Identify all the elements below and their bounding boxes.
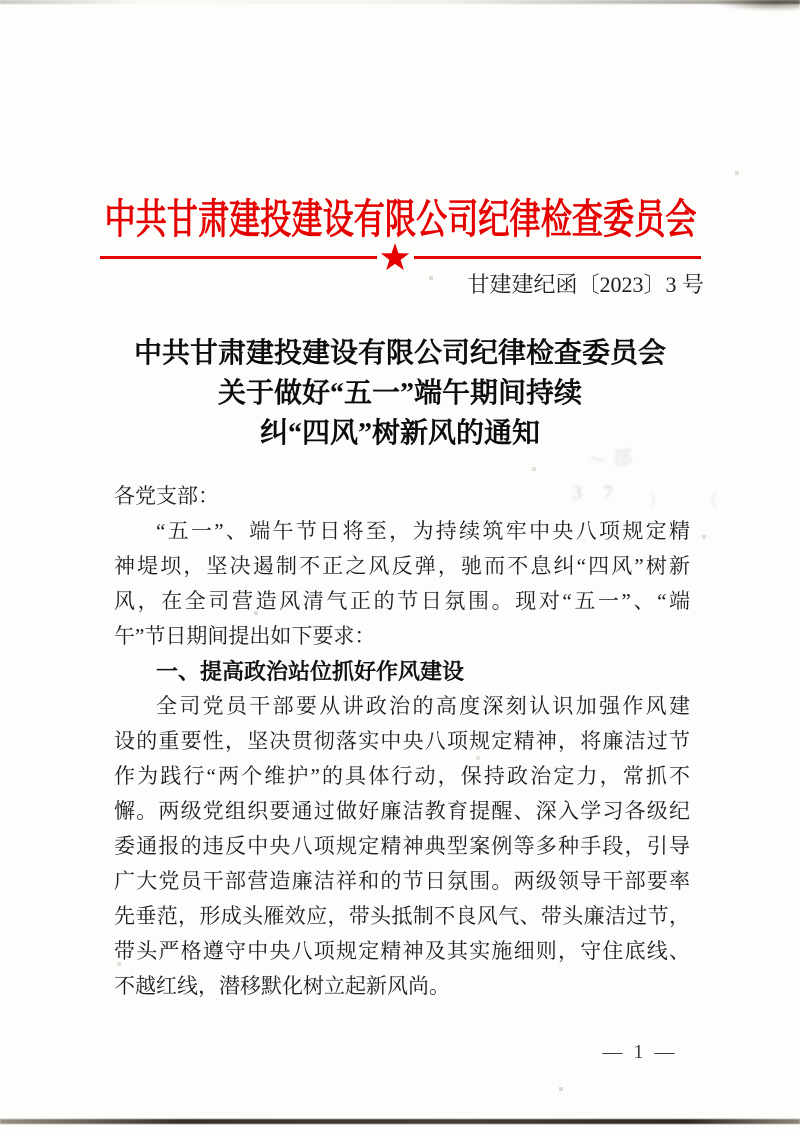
- scan-noise-speckles: [0, 0, 2, 2]
- body-line: 作为践行“两个维护”的具体行动，保持政治定力，常抓不: [114, 764, 690, 788]
- letterhead: [0, 194, 800, 244]
- document-title: [0, 334, 800, 454]
- bleedthrough-mark: 3 7: [572, 482, 621, 504]
- body-line: 委通报的违反中央八项规定精神典型案例等多种手段，引导: [114, 834, 690, 858]
- body-line: 风，在全司营造风清气正的节日氛围。现对“五一”、“端: [114, 589, 690, 613]
- scan-edge-top: [0, 0, 800, 4]
- body-line: 午”节日期间提出如下要求：: [114, 624, 376, 648]
- scan-edge-bottom: [0, 1119, 800, 1124]
- body-line: 带头严格遵守中央八项规定精神及其实施细则，守住底线、: [114, 939, 690, 963]
- title-line: 中共甘肃建投建设有限公司纪律检查委员会: [133, 338, 666, 369]
- body-line: 广大党员干部营造廉洁祥和的节日氛围。两级领导干部要率: [114, 869, 690, 893]
- body-line-salutation: 各党支部：: [114, 484, 219, 508]
- title-line: 纠“四风”树新风的通知: [259, 418, 540, 449]
- bleedthrough-mark: ） （: [648, 491, 733, 512]
- letterhead-rule-left: [100, 256, 377, 259]
- bleedthrough-mark: ～部: [587, 446, 640, 473]
- page-number: — 1 —: [602, 1041, 678, 1063]
- body-line: 先垂范，形成头雁效应，带头抵制不良风气、带头廉洁过节，: [114, 904, 690, 928]
- body-line: 不越红线，潜移默化树立起新风尚。: [114, 974, 450, 998]
- body-line: 全司党员干部要从讲政治的高度深刻认识加强作风建: [156, 694, 690, 718]
- document-body: [114, 479, 690, 1004]
- title-line: 关于做好“五一”端午期间持续: [217, 378, 582, 409]
- letterhead-rule-right: [414, 256, 701, 259]
- letterhead-org-title: 中共甘肃建投建设有限公司纪律检查委员会: [103, 196, 697, 242]
- body-line: “五一”、端午节日将至，为持续筑牢中央八项规定精: [156, 519, 690, 543]
- scan-smudge-top-right: [715, 0, 800, 11]
- body-section-heading: 一、提高政治站位抓好作风建设: [156, 659, 465, 684]
- red-star-icon: [379, 242, 411, 274]
- body-line: 神堤坝，坚决遏制不正之风反弹，驰而不息纠“四风”树新: [114, 554, 690, 578]
- document-number: 甘建建纪函〔2023〕3 号: [467, 272, 704, 297]
- body-line: 设的重要性，坚决贯彻落实中央八项规定精神，将廉洁过节: [114, 729, 690, 753]
- body-line: 懈。两级党组织要通过做好廉洁教育提醒、深入学习各级纪: [114, 799, 690, 823]
